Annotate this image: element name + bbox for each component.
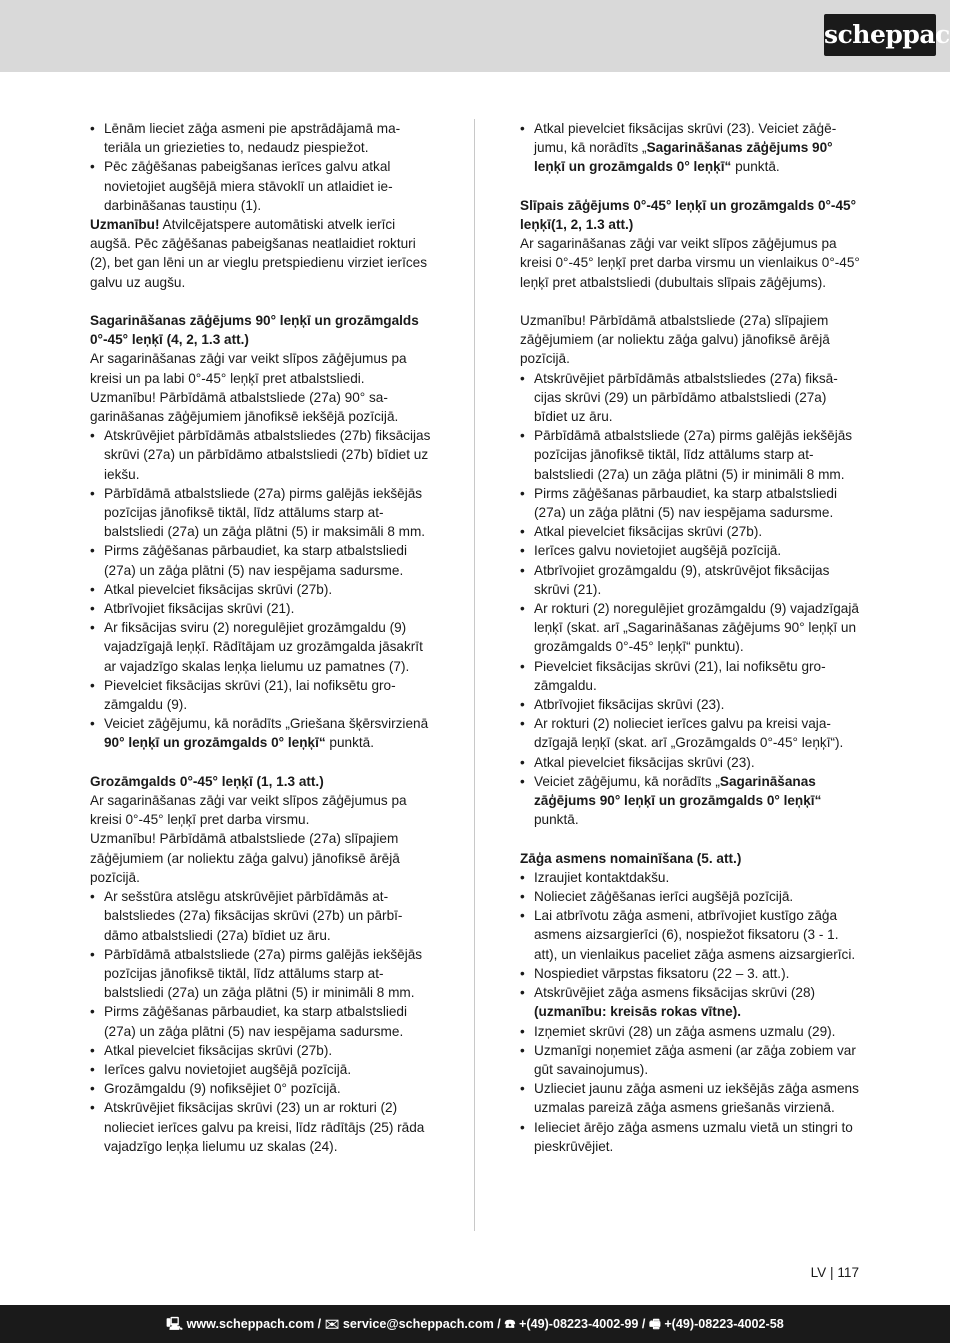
section-heading: Zāģa asmens nomainīšana (5. att.) <box>520 850 742 866</box>
list-item-text: Veiciet zāģējumu, kā norādīts „ <box>534 773 720 789</box>
bullet-list <box>90 426 431 752</box>
list-item-text: Atskrūvējiet zāģa asmens fiksācijas skrūvi (28) <box>534 985 816 1001</box>
list-item: • Izņemiet skrūvi (28) un zāģa asmens uzmalu (29). <box>520 1022 860 1041</box>
fax-icon: 🖷 <box>648 1317 665 1331</box>
list-item: • Pievelciet fiksācijas skrūvi (21), lai nofiksētu grozāmgaldu (9). <box>90 676 431 714</box>
page-number: LV | 117 <box>810 1265 859 1280</box>
list-item-bold: (uzmanību: kreisās rokas vītne). <box>534 1004 741 1020</box>
list-item: • Ar fiksācijas sviru (2) noregulējiet grozāmgaldu (9) vajadzīgajā leņķī. Rādītājam uz grozāmgalda jāsakrīt ar vajadzīgo skalas leņķa lielumu uz pamatnes (7). <box>90 618 431 676</box>
list-item: • Ierīces galvu novietojiet augšējā pozīcijā. <box>520 541 860 560</box>
bullet-list <box>520 119 860 177</box>
list-item-bold: Sagarināšanas zāģējums 90° leņķī un grozāmgalds 0° leņķī“ <box>534 140 833 175</box>
caution-label: Uzmanību! <box>90 217 160 233</box>
list-item: • Atbrīvojiet fiksācijas skrūvi (21). <box>90 599 431 618</box>
computer-icon: 🖳 <box>166 1317 187 1331</box>
list-item: • Atskrūvējiet fiksācijas skrūvi (23) un ar rokturi (2) nolieciet ierīces galvu pa kreisi, līdz rādītājs (25) rāda vajadzīgo leņķa lielumu uz skalas (24). <box>90 1098 431 1156</box>
list-item: • Atbrīvojiet grozāmgaldu (9), atskrūvējot fiksācijas skrūvi (21). <box>520 561 860 599</box>
list-item: • Atskrūvējiet pārbīdāmās atbalstsliedes (27a) fiksācijas skrūvi (29) un pārbīdāmo atbalstsliedi (27a) bīdiet uz āru. <box>520 369 860 427</box>
list-item-bold: Sagarināšanas zāģējums 90° leņķī un grozāmgalds 0° leņķī“ <box>534 773 822 809</box>
list-item <box>520 119 860 177</box>
list-item: • Uzlieciet jaunu zāģa asmeni uz iekšējās zāģa asmens uzmalas pareizā zāģa asmens griešanās virzienā. <box>520 1079 860 1117</box>
list-item-text: Atkal pievelciet fiksācijas skrūvi (23). Veiciet zāģējumu, kā norādīts „ <box>534 121 837 156</box>
list-item: • Nospiediet vārpstas fiksatoru (22 – 3. att.). <box>520 964 860 983</box>
list-item: • Atkal pievelciet fiksācijas skrūvi (27b). <box>520 522 860 541</box>
list-item-text: punktā. <box>731 159 780 175</box>
paragraph: Uzmanību! Pārbīdāmā atbalstsliede (27a) slīpajiem zāģējumiem (ar noliektu zāģa galvu) jānofiksē ārējā pozīcijā. <box>520 313 830 367</box>
right-column <box>520 119 860 1156</box>
list-item: • Ar rokturi (2) noregulējiet grozāmgaldu (9) vajadzīgajā leņķī (skat. arī „Sagarināšanas zāģējums 90° leņķī un grozāmgalds 0°-45° leņķī“ punktu). <box>520 599 860 657</box>
paragraph: Ar sagarināšanas zāģi var veikt slīpos zāģējumus pa kreisi 0°-45° leņķī pret darba virsmu. <box>90 793 407 828</box>
phone-icon: ☎ <box>504 1317 520 1331</box>
paragraph: Uzmanību! Pārbīdāmā atbalstsliede (27a) slīpajiem zāģējumiem (ar noliektu zāģa galvu) jānofiksē ārējā pozīcijā. <box>90 831 400 885</box>
list-item: • Pirms zāģēšanas pārbaudiet, ka starp atbalstsliedi (27a) un zāģa plātni (5) nav iespējama sadursme. <box>90 541 431 579</box>
list-item: • Pievelciet fiksācijas skrūvi (21), lai nofiksētu grozāmgaldu. <box>520 657 860 695</box>
footer-phone: +(49)-08223-4002-99 <box>519 1317 639 1331</box>
section-heading: Grozāmgalds 0°-45° leņķī (1, 1.3 att.) <box>90 773 324 789</box>
top-header-bar <box>0 0 950 72</box>
list-item: • Uzmanīgi noņemiet zāģa asmeni (ar zāģa zobiem var gūt savainojumus). <box>520 1041 860 1079</box>
list-item-text: punktā. <box>325 735 375 751</box>
list-item: • Pirms zāģēšanas pārbaudiet, ka starp atbalstsliedi (27a) un zāģa plātni (5) nav iespējama sadursme. <box>520 484 860 522</box>
list-item <box>520 772 860 830</box>
caution-text: Atvilcējatspere automātiski atvelk ierīci augšā. Pēc zāģēšanas pabeigšanas neatlaidiet rokturi (2), bet gan lēni un ar vieglu pretspiedienu virziet ierīces galvu uz augšu. <box>90 217 428 290</box>
list-item-text: punktā. <box>534 812 579 828</box>
list-item <box>90 714 431 752</box>
list-item: • Lai atbrīvotu zāģa asmeni, atbrīvojiet kustīgo zāģa asmens aizsargierīci (6), nospiežot fiksatoru (3 - 1. att), un vienlaikus paceliet zāģa asmens aizsargierīci. <box>520 906 860 964</box>
bullet-list <box>90 119 431 215</box>
list-item: • Atkal pievelciet fiksācijas skrūvi (27b). <box>90 580 431 599</box>
list-item: • Pirms zāģēšanas pārbaudiet, ka starp atbalstsliedi (27a) un zāģa plātni (5) nav iespējama sadursme. <box>90 1002 431 1040</box>
list-item: • Atkal pievelciet fiksācijas skrūvi (23). <box>520 753 860 772</box>
paragraph: Ar sagarināšanas zāģi var veikt slīpos zāģējumus pa kreisi un pa labi 0°-45° leņķī pret atbalstsliedi. <box>90 351 407 386</box>
brand-logo: scheppach <box>824 14 936 56</box>
list-item: • Pārbīdāmā atbalstsliede (27a) pirms galējās iekšējās pozīcijas jānofiksē tiktāl, līdz attālums starp atbalstsliedi (27a) un zāģa plātni (5) ir minimāli 8 mm. <box>90 945 431 1003</box>
list-item <box>520 983 860 1021</box>
footer-email[interactable]: service@scheppach.com <box>342 1317 494 1331</box>
section-heading: Sagarināšanas zāģējums 90° leņķī un grozāmgalds 0°-45° leņķī (4, 2, 1.3 att.) <box>90 313 419 348</box>
list-item: • Ielieciet ārējo zāģa asmens uzmalu vietā un stingri to pieskrūvējiet. <box>520 1118 860 1156</box>
email-icon: ✉ <box>324 1317 343 1331</box>
bullet-list <box>520 369 860 830</box>
list-item: • Grozāmgaldu (9) nofiksējiet 0° pozīcijā. <box>90 1079 431 1098</box>
footer-bar: 🖳 www.scheppach.com / ✉ service@scheppach.com / ☎ +(49)-08223-4002-99 / 🖷 +(49)-08223-4002-58 <box>0 1305 950 1343</box>
caution-note <box>90 215 431 292</box>
list-item-bold: 90° leņķī un grozāmgalds 0° leņķī“ <box>104 735 326 751</box>
bullet-list <box>90 887 431 1156</box>
footer-fax: +(49)-08223-4002-58 <box>664 1317 784 1331</box>
list-item: • Atkal pievelciet fiksācijas skrūvi (27b). <box>90 1041 431 1060</box>
list-item: • Atbrīvojiet fiksācijas skrūvi (23). <box>520 695 860 714</box>
list-item-text: Veiciet zāģējumu, kā norādīts „Griešana šķērsvirzienā <box>104 716 429 732</box>
left-column <box>90 119 431 1156</box>
list-item: • Izraujiet kontaktdakšu. <box>520 868 860 887</box>
list-item: • Pēc zāģēšanas pabeigšanas ierīces galvu atkal novietojiet augšējā miera stāvoklī un atlaidiet iedarbināšanas taustiņu (1). <box>90 157 431 215</box>
list-item: • Ar rokturi (2) nolieciet ierīces galvu pa kreisi vajadzīgajā leņķī (skat. arī „Grozāmgalds 0°-45° leņķī“). <box>520 714 860 752</box>
list-item: • Pārbīdāmā atbalstsliede (27a) pirms galējās iekšējās pozīcijas jānofiksē tiktāl, līdz attālums starp atbalstsliedi (27a) un zāģa plātni (5) ir minimāli 8 mm. <box>520 426 860 484</box>
list-item: • Pārbīdāmā atbalstsliede (27a) pirms galējās iekšējās pozīcijas jānofiksē tiktāl, līdz attālums starp atbalstsliedi (27a) un zāģa plātni (5) ir maksimāli 8 mm. <box>90 484 431 542</box>
list-item: • Ar sešstūra atslēgu atskrūvējiet pārbīdāmās atbalstsliedes (27a) fiksācijas skrūvi (27b) un pārbīdāmo atbalstsliedi (27a) bīdiet uz āru. <box>90 887 431 945</box>
footer-website[interactable]: www.scheppach.com <box>186 1317 315 1331</box>
list-item: • Ierīces galvu novietojiet augšējā pozīcijā. <box>90 1060 431 1079</box>
list-item: • Lēnām lieciet zāģa asmeni pie apstrādājamā materiāla un griezieties to, nedaudz piespiežot. <box>90 119 431 157</box>
bullet-list <box>520 868 860 1156</box>
paragraph: Ar sagarināšanas zāģi var veikt slīpos zāģējumus pa kreisi 0°-45° leņķī pret darba virsmu un vienlaikus 0°-45° leņķī pret atbalstsliedi (dubultais slīpais zāģējums). <box>520 236 860 290</box>
column-divider <box>474 119 475 1231</box>
section-heading: Slīpais zāģējums 0°-45° leņķī un grozāmgalds 0°-45° leņķī(1, 2, 1.3 att.) <box>520 197 857 232</box>
list-item: • Atskrūvējiet pārbīdāmās atbalstsliedes (27b) fiksācijas skrūvi (27a) un pārbīdāmo atbalstsliedi (27b) bīdiet uz iekšu. <box>90 426 431 484</box>
paragraph: Uzmanību! Pārbīdāmā atbalstsliede (27a) 90° sagarināšanas zāģējumiem jānofiksē iekšējā pozīcijā. <box>90 389 399 425</box>
list-item: • Nolieciet zāģēšanas ierīci augšējā pozīcijā. <box>520 887 860 906</box>
